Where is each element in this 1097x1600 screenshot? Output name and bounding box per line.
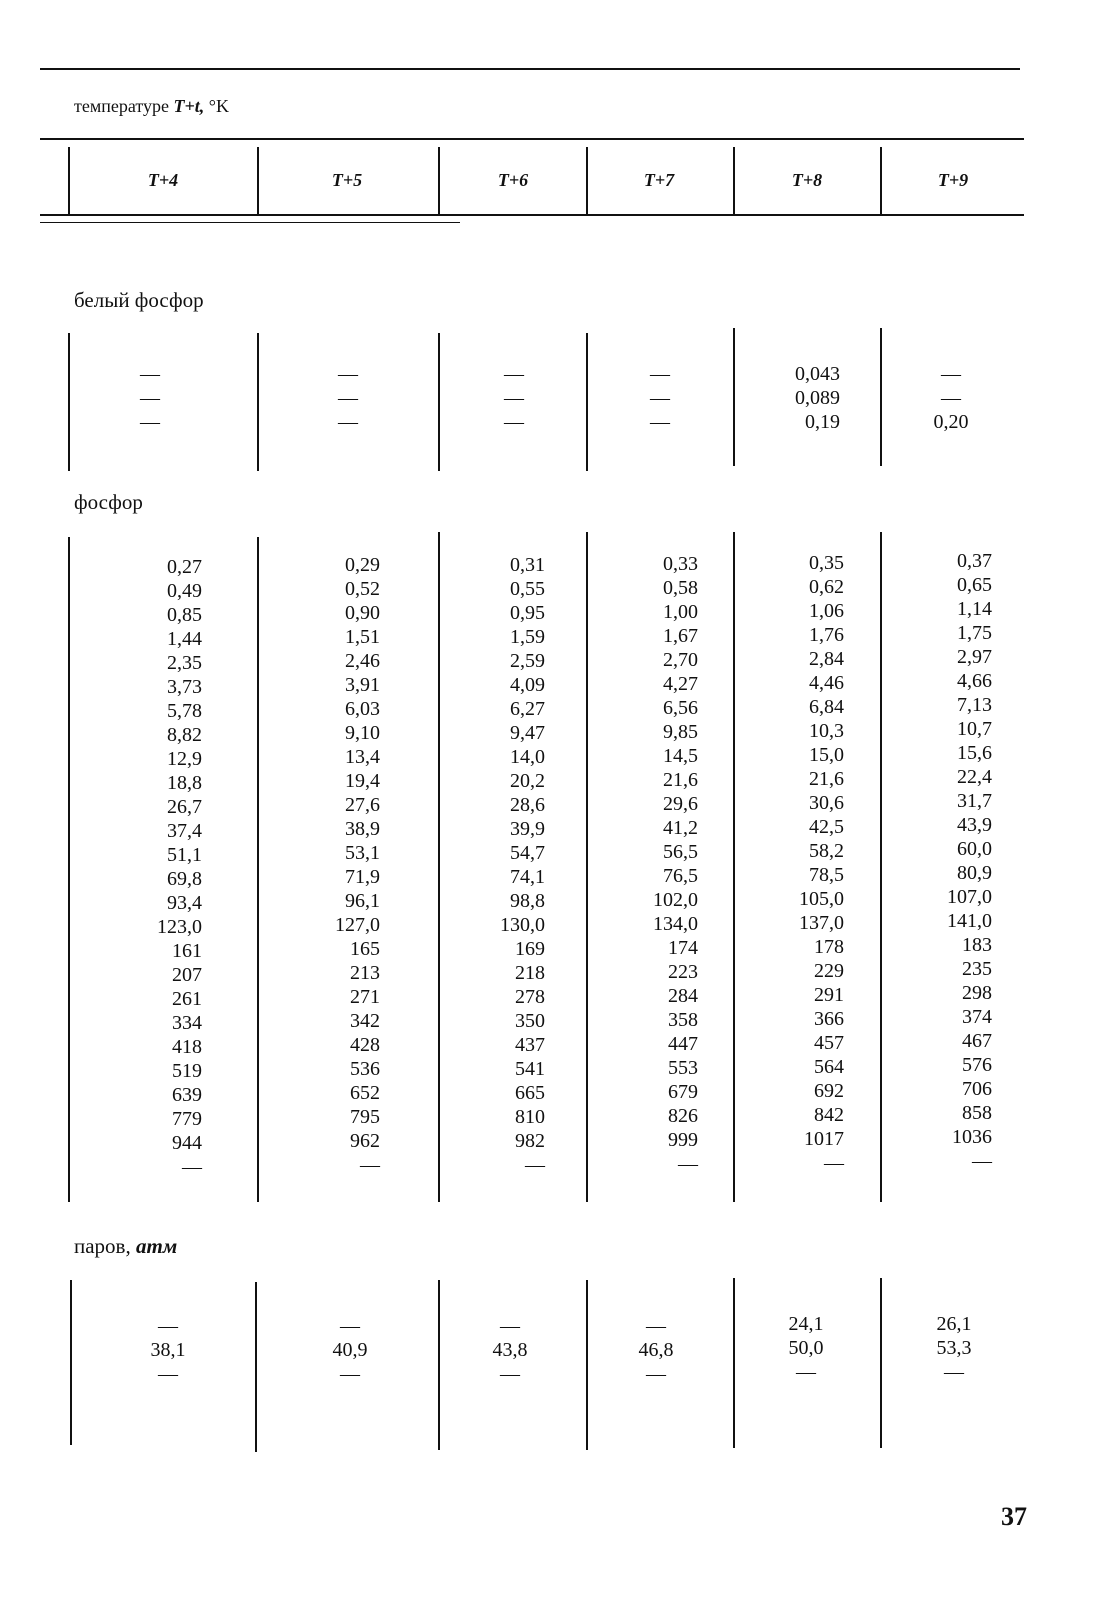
- table-cell: 8,82: [167, 724, 202, 746]
- table-cell: —: [340, 1363, 360, 1385]
- table-cell: 692: [814, 1080, 844, 1102]
- phosphor-vline-3: [586, 532, 588, 1202]
- white-col-t4: [120, 362, 180, 434]
- table-cell: 779: [172, 1108, 202, 1130]
- table-cell: 3,91: [345, 674, 380, 696]
- table-cell: 40,9: [332, 1339, 368, 1361]
- table-cell: —: [500, 1363, 520, 1385]
- table-cell: 2,70: [663, 649, 698, 671]
- table-cell: 795: [350, 1106, 380, 1128]
- table-cell: 428: [350, 1034, 380, 1056]
- table-cell: 218: [515, 962, 545, 984]
- white-vline-0: [68, 333, 70, 471]
- table-cell: 183: [962, 934, 992, 956]
- table-cell: 137,0: [799, 912, 844, 934]
- column-header-t5: T+5: [331, 170, 363, 190]
- table-cell: 223: [668, 961, 698, 983]
- white-col-t8: [770, 362, 840, 434]
- table-cell: 5,78: [167, 700, 202, 722]
- table-cell: 437: [515, 1034, 545, 1056]
- table-cell: —: [678, 1153, 698, 1175]
- phosphor-col-t9: [902, 549, 992, 1173]
- phosphor-vline-5: [880, 532, 882, 1202]
- table-cell: 14,5: [663, 745, 698, 767]
- table-cell: 46,8: [638, 1339, 674, 1361]
- table-cell: 1,06: [809, 600, 844, 622]
- phosphor-col-t6: [455, 553, 545, 1177]
- table-cell: 9,47: [510, 722, 545, 744]
- table-cell: 78,5: [809, 864, 844, 886]
- table-cell: 519: [172, 1060, 202, 1082]
- header-top-rule: [40, 138, 1024, 140]
- table-cell: 29,6: [663, 793, 698, 815]
- table-cell: 334: [172, 1012, 202, 1034]
- table-cell: —: [182, 1156, 202, 1178]
- table-cell: —: [796, 1361, 816, 1383]
- table-cell: 358: [668, 1009, 698, 1031]
- table-cell: 0,49: [167, 580, 202, 602]
- table-cell: 2,97: [957, 646, 992, 668]
- table-cell: 213: [350, 962, 380, 984]
- table-cell: 0,55: [510, 578, 545, 600]
- table-cell: 706: [962, 1078, 992, 1100]
- table-cell: —: [500, 1315, 520, 1337]
- white-vline-5: [880, 328, 882, 466]
- table-cell: 235: [962, 958, 992, 980]
- table-cell: —: [504, 363, 524, 385]
- vapor-title-prefix: паров,: [74, 1234, 131, 1258]
- table-cell: —: [944, 1361, 964, 1383]
- table-cell: 1,51: [345, 626, 380, 648]
- table-cell: 22,4: [957, 766, 992, 788]
- table-cell: 26,7: [167, 796, 202, 818]
- table-cell: 0,35: [809, 552, 844, 574]
- table-cell: 14,0: [510, 746, 545, 768]
- vapor-col-t7: [626, 1314, 686, 1386]
- table-cell: 38,9: [345, 818, 380, 840]
- table-cell: 20,2: [510, 770, 545, 792]
- vapor-col-t4: [138, 1314, 198, 1386]
- table-cell: 2,84: [809, 648, 844, 670]
- table-cell: —: [646, 1363, 666, 1385]
- table-cell: 98,8: [510, 890, 545, 912]
- table-cell: 1,67: [663, 625, 698, 647]
- table-cell: 130,0: [500, 914, 545, 936]
- table-cell: 810: [515, 1106, 545, 1128]
- table-cell: 141,0: [947, 910, 992, 932]
- table-cell: 0,29: [345, 554, 380, 576]
- table-cell: 13,4: [345, 746, 380, 768]
- table-cell: 37,4: [167, 820, 202, 842]
- table-cell: 69,8: [167, 868, 202, 890]
- vapor-col-t5: [320, 1314, 380, 1386]
- table-cell: 105,0: [799, 888, 844, 910]
- table-cell: 261: [172, 988, 202, 1010]
- vapor-col-t6: [480, 1314, 540, 1386]
- table-cell: 1017: [804, 1128, 844, 1150]
- table-cell: 0,62: [809, 576, 844, 598]
- table-cell: 3,73: [167, 676, 202, 698]
- caption-variable: T+t,: [173, 96, 205, 116]
- column-header-t4: T+4: [147, 170, 179, 190]
- table-cell: 31,7: [957, 790, 992, 812]
- header-bottom-rule: [40, 214, 1024, 216]
- table-cell: 342: [350, 1010, 380, 1032]
- vapor-vline-2: [438, 1280, 440, 1450]
- table-cell: 42,5: [809, 816, 844, 838]
- column-header-t6: T+6: [497, 170, 529, 190]
- table-cell: 0,27: [167, 556, 202, 578]
- table-cell: 53,3: [936, 1337, 972, 1359]
- table-cell: 27,6: [345, 794, 380, 816]
- phosphor-vline-0: [68, 537, 70, 1202]
- white-vline-2: [438, 333, 440, 471]
- table-cell: 679: [668, 1081, 698, 1103]
- table-cell: 50,0: [788, 1337, 824, 1359]
- phosphor-vline-4: [733, 532, 735, 1202]
- white-col-t6: [484, 362, 544, 434]
- top-rule: [40, 68, 1020, 70]
- table-cell: 74,1: [510, 866, 545, 888]
- table-cell: 2,46: [345, 650, 380, 672]
- table-cell: —: [140, 411, 160, 433]
- table-cell: 102,0: [653, 889, 698, 911]
- table-cell: 165: [350, 938, 380, 960]
- section-title-vapor: [74, 1234, 177, 1259]
- table-cell: 1,44: [167, 628, 202, 650]
- vapor-col-t8: [776, 1312, 836, 1384]
- table-cell: 284: [668, 985, 698, 1007]
- section-title-white: белый фосфор: [74, 288, 204, 312]
- phosphor-col-t8: [754, 551, 844, 1175]
- table-cell: 418: [172, 1036, 202, 1058]
- table-cell: —: [158, 1363, 178, 1385]
- table-cell: 350: [515, 1010, 545, 1032]
- table-cell: 576: [962, 1054, 992, 1076]
- table-cell: 76,5: [663, 865, 698, 887]
- table-cell: 21,6: [663, 769, 698, 791]
- table-cell: 43,9: [957, 814, 992, 836]
- table-cell: 54,7: [510, 842, 545, 864]
- table-cell: 541: [515, 1058, 545, 1080]
- table-cell: 41,2: [663, 817, 698, 839]
- table-cell: 26,1: [936, 1313, 972, 1335]
- table-cell: 2,59: [510, 650, 545, 672]
- table-cell: 564: [814, 1056, 844, 1078]
- table-cell: 366: [814, 1008, 844, 1030]
- caption-prefix: температуре: [74, 96, 170, 116]
- table-cell: 0,043: [795, 363, 840, 385]
- table-cell: 962: [350, 1130, 380, 1152]
- table-cell: 169: [515, 938, 545, 960]
- table-cell: 0,90: [345, 602, 380, 624]
- table-cell: 652: [350, 1082, 380, 1104]
- table-cell: 24,1: [788, 1313, 824, 1335]
- table-cell: 553: [668, 1057, 698, 1079]
- table-cell: 1036: [952, 1126, 992, 1148]
- table-cell: —: [338, 411, 358, 433]
- table-cell: 278: [515, 986, 545, 1008]
- table-cell: 536: [350, 1058, 380, 1080]
- table-cell: 207: [172, 964, 202, 986]
- table-cell: 944: [172, 1132, 202, 1154]
- table-cell: 28,6: [510, 794, 545, 816]
- vapor-vline-4: [733, 1278, 735, 1448]
- vapor-vline-3: [586, 1280, 588, 1450]
- table-cell: —: [338, 387, 358, 409]
- white-vline-1: [257, 333, 259, 471]
- phosphor-vline-2: [438, 532, 440, 1202]
- table-cell: 0,20: [933, 411, 969, 433]
- page-number: 37: [1001, 1502, 1027, 1531]
- table-cell: —: [504, 411, 524, 433]
- white-col-t5: [318, 362, 378, 434]
- table-cell: 0,65: [957, 574, 992, 596]
- phosphor-col-t5: [290, 553, 380, 1177]
- table-cell: 6,03: [345, 698, 380, 720]
- table-cell: 826: [668, 1105, 698, 1127]
- white-col-t7: [630, 362, 690, 434]
- caption-unit: °K: [208, 96, 229, 116]
- header-bottom-rule-2: [40, 222, 460, 223]
- table-cell: 229: [814, 960, 844, 982]
- table-cell: 43,8: [492, 1339, 528, 1361]
- column-header-t8: T+8: [791, 170, 823, 190]
- table-cell: 2,35: [167, 652, 202, 674]
- vapor-vline-1: [255, 1282, 257, 1452]
- table-cell: 4,46: [809, 672, 844, 694]
- table-cell: —: [340, 1315, 360, 1337]
- table-cell: —: [360, 1154, 380, 1176]
- table-cell: 15,6: [957, 742, 992, 764]
- table-cell: 123,0: [157, 916, 202, 938]
- table-cell: 467: [962, 1030, 992, 1052]
- table-cell: 30,6: [809, 792, 844, 814]
- table-cell: 174: [668, 937, 698, 959]
- table-cell: 999: [668, 1129, 698, 1151]
- table-cell: 71,9: [345, 866, 380, 888]
- table-cell: 1,59: [510, 626, 545, 648]
- table-cell: 0,85: [167, 604, 202, 626]
- table-cell: 0,37: [957, 550, 992, 572]
- table-cell: —: [525, 1154, 545, 1176]
- table-cell: 107,0: [947, 886, 992, 908]
- vapor-vline-5: [880, 1278, 882, 1448]
- header-vline-1: [257, 147, 259, 215]
- table-cell: —: [941, 387, 961, 409]
- column-header-t9: T+9: [937, 170, 969, 190]
- white-col-t9: [916, 362, 986, 434]
- table-cell: 0,58: [663, 577, 698, 599]
- table-cell: —: [972, 1150, 992, 1172]
- table-cell: 18,8: [167, 772, 202, 794]
- table-cell: 10,7: [957, 718, 992, 740]
- table-cell: 0,19: [805, 411, 840, 433]
- table-cell: 38,1: [150, 1339, 186, 1361]
- table-cell: 51,1: [167, 844, 202, 866]
- table-cell: 93,4: [167, 892, 202, 914]
- table-cell: 0,31: [510, 554, 545, 576]
- white-vline-3: [586, 333, 588, 471]
- table-cell: 271: [350, 986, 380, 1008]
- table-cell: —: [650, 411, 670, 433]
- table-cell: —: [650, 363, 670, 385]
- table-cell: 374: [962, 1006, 992, 1028]
- vapor-col-t9: [924, 1312, 984, 1384]
- table-cell: 982: [515, 1130, 545, 1152]
- table-cell: 447: [668, 1033, 698, 1055]
- white-vline-4: [733, 328, 735, 466]
- table-cell: —: [504, 387, 524, 409]
- table-cell: 6,27: [510, 698, 545, 720]
- table-cell: 134,0: [653, 913, 698, 935]
- table-cell: —: [338, 363, 358, 385]
- table-cell: 1,00: [663, 601, 698, 623]
- phosphor-col-t4: [110, 555, 202, 1179]
- table-cell: 0,95: [510, 602, 545, 624]
- table-cell: 858: [962, 1102, 992, 1124]
- table-cell: 1,75: [957, 622, 992, 644]
- phosphor-vline-1: [257, 537, 259, 1202]
- table-cell: 1,76: [809, 624, 844, 646]
- table-cell: 10,3: [809, 720, 844, 742]
- table-cell: —: [824, 1152, 844, 1174]
- vapor-vline-0: [70, 1280, 72, 1445]
- table-cell: 127,0: [335, 914, 380, 936]
- table-cell: 6,56: [663, 697, 698, 719]
- table-cell: —: [140, 363, 160, 385]
- table-cell: 39,9: [510, 818, 545, 840]
- table-cell: 19,4: [345, 770, 380, 792]
- column-header-t7: T+7: [643, 170, 675, 190]
- table-cell: 9,10: [345, 722, 380, 744]
- table-cell: 842: [814, 1104, 844, 1126]
- table-cell: 60,0: [957, 838, 992, 860]
- phosphor-col-t7: [608, 552, 698, 1176]
- table-cell: —: [140, 387, 160, 409]
- vapor-title-unit: атм: [135, 1234, 178, 1258]
- table-cell: 56,5: [663, 841, 698, 863]
- table-cell: 53,1: [345, 842, 380, 864]
- table-caption: [74, 96, 229, 117]
- section-title-phosphor: фосфор: [74, 490, 143, 514]
- table-cell: 0,33: [663, 553, 698, 575]
- table-cell: 80,9: [957, 862, 992, 884]
- table-cell: 96,1: [345, 890, 380, 912]
- table-cell: 7,13: [957, 694, 992, 716]
- header-vline-0: [68, 147, 70, 215]
- table-cell: —: [650, 387, 670, 409]
- table-cell: 1,14: [957, 598, 992, 620]
- table-cell: 4,27: [663, 673, 698, 695]
- table-cell: 457: [814, 1032, 844, 1054]
- table-cell: 4,09: [510, 674, 545, 696]
- table-cell: 9,85: [663, 721, 698, 743]
- table-cell: 178: [814, 936, 844, 958]
- table-cell: 0,52: [345, 578, 380, 600]
- table-cell: 21,6: [809, 768, 844, 790]
- table-cell: 298: [962, 982, 992, 1004]
- table-cell: 15,0: [809, 744, 844, 766]
- table-cell: 4,66: [957, 670, 992, 692]
- table-cell: 58,2: [809, 840, 844, 862]
- table-cell: 0,089: [795, 387, 840, 409]
- table-cell: 12,9: [167, 748, 202, 770]
- table-cell: 291: [814, 984, 844, 1006]
- table-cell: —: [158, 1315, 178, 1337]
- table-cell: —: [941, 363, 961, 385]
- table-cell: —: [646, 1315, 666, 1337]
- table-cell: 6,84: [809, 696, 844, 718]
- table-cell: 639: [172, 1084, 202, 1106]
- table-cell: 665: [515, 1082, 545, 1104]
- table-cell: 161: [172, 940, 202, 962]
